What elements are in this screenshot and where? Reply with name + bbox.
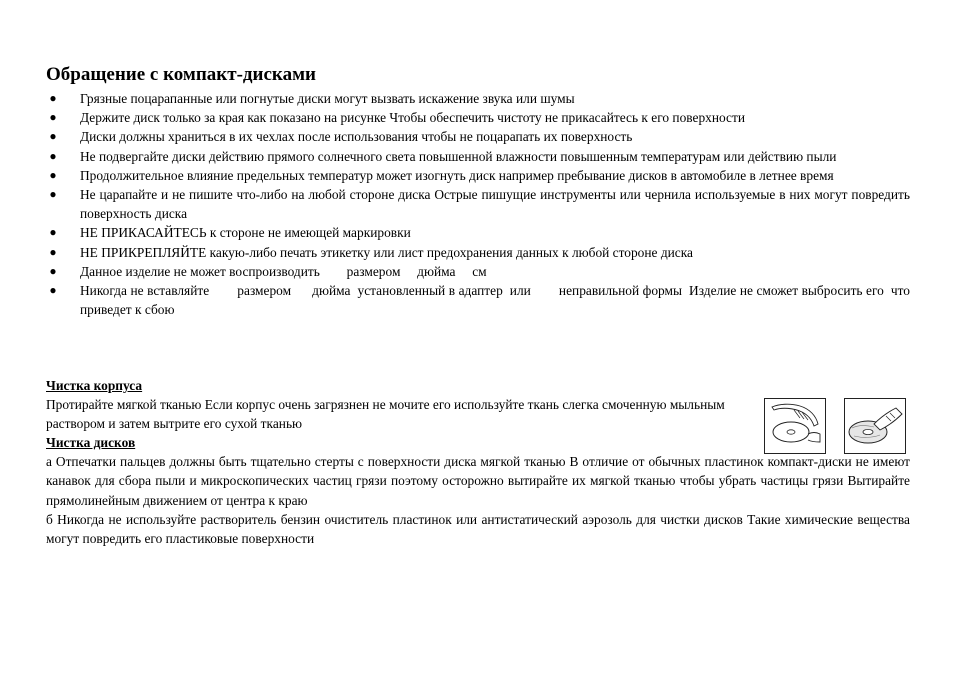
bullet-icon: ● bbox=[49, 91, 57, 105]
list-item: ● Данное изделие не может воспроизводить размером дюйма см bbox=[46, 262, 910, 281]
hand-wiping-disc-icon bbox=[844, 398, 906, 454]
disc-cleaning-para-b: б Никогда не используйте растворитель бензин очиститель пластинок или антистатический аэрозоль для чистки дисков Такие химические вещества могут повредить его пластиковые поверхности bbox=[46, 511, 910, 547]
bullet-icon: ● bbox=[49, 129, 57, 144]
disc-illustrations bbox=[764, 398, 912, 454]
bullet-icon: ● bbox=[49, 244, 57, 259]
handling-list bbox=[46, 89, 914, 319]
bullet-icon: ● bbox=[49, 187, 57, 202]
bullet-icon: ● bbox=[49, 148, 57, 163]
disc-cleaning-heading: Чистка дисков bbox=[46, 435, 136, 450]
bullet-icon: ● bbox=[49, 263, 57, 278]
hand-holding-disc-icon bbox=[764, 398, 826, 454]
list-item: ● Грязные поцарапанные или погнутые диски могут вызвать искажение звука или шумы bbox=[46, 89, 910, 108]
list-item: ● Не царапайте и не пишите что-либо на любой стороне диска Острые пишущие инструменты или чернила используемые в них могут повредить поверхность диска bbox=[46, 185, 910, 223]
list-item: ● Не подвергайте диски действию прямого солнечного света повышенной влажности повышенным температурам или действию пыли bbox=[46, 147, 910, 166]
case-cleaning-text: Протирайте мягкой тканью Если корпус очень загрязнен не мочите его используйте ткань слегка смоченную мыльным раствором и затем вытрите его сухой тканью bbox=[46, 397, 725, 432]
bullet-icon: ● bbox=[49, 167, 57, 182]
list-item: ● НЕ ПРИКАСАЙТЕСЬ к стороне не имеющей маркировки bbox=[46, 223, 910, 242]
list-item: ● Диски должны храниться в их чехлах после использования чтобы не поцарапать их поверхность bbox=[46, 127, 910, 146]
case-cleaning-heading: Чистка корпуса bbox=[46, 378, 143, 393]
bullet-icon: ● bbox=[49, 110, 57, 125]
page-title: Обращение с компакт-дисками bbox=[46, 64, 316, 85]
bullet-icon: ● bbox=[49, 283, 57, 298]
list-item: ● НЕ ПРИКРЕПЛЯЙТЕ какую-либо печать этикетку или лист предохранения данных к любой стороне диска bbox=[46, 243, 910, 262]
disc-cleaning-para-a: а Отпечатки пальцев должны быть тщательно стерты с поверхности диска мягкой тканью В отличие от обычных пластинок компакт-диски не имеют канавок для сбора пыли и микроскопических частиц грязи поэтому осторожно вытирайте их мягкой тканью чтобы убрать частицы грязи Вытирайте прямолинейным движением от центра к краю bbox=[46, 454, 910, 508]
list-item: ● Держите диск только за края как показано на рисунке Чтобы обеспечить чистоту не прикасайтесь к его поверхности bbox=[46, 108, 910, 127]
list-item: ● Продолжительное влияние предельных температур может изогнуть диск например пребывание дисков в автомобиле в летнее время bbox=[46, 166, 910, 185]
bullet-icon: ● bbox=[49, 225, 57, 240]
list-item: ● Никогда не вставляйте размером дюйма установленный в адаптер или неправильной формы Изделие не сможет выбросить его что приведет к сбою bbox=[46, 281, 910, 319]
